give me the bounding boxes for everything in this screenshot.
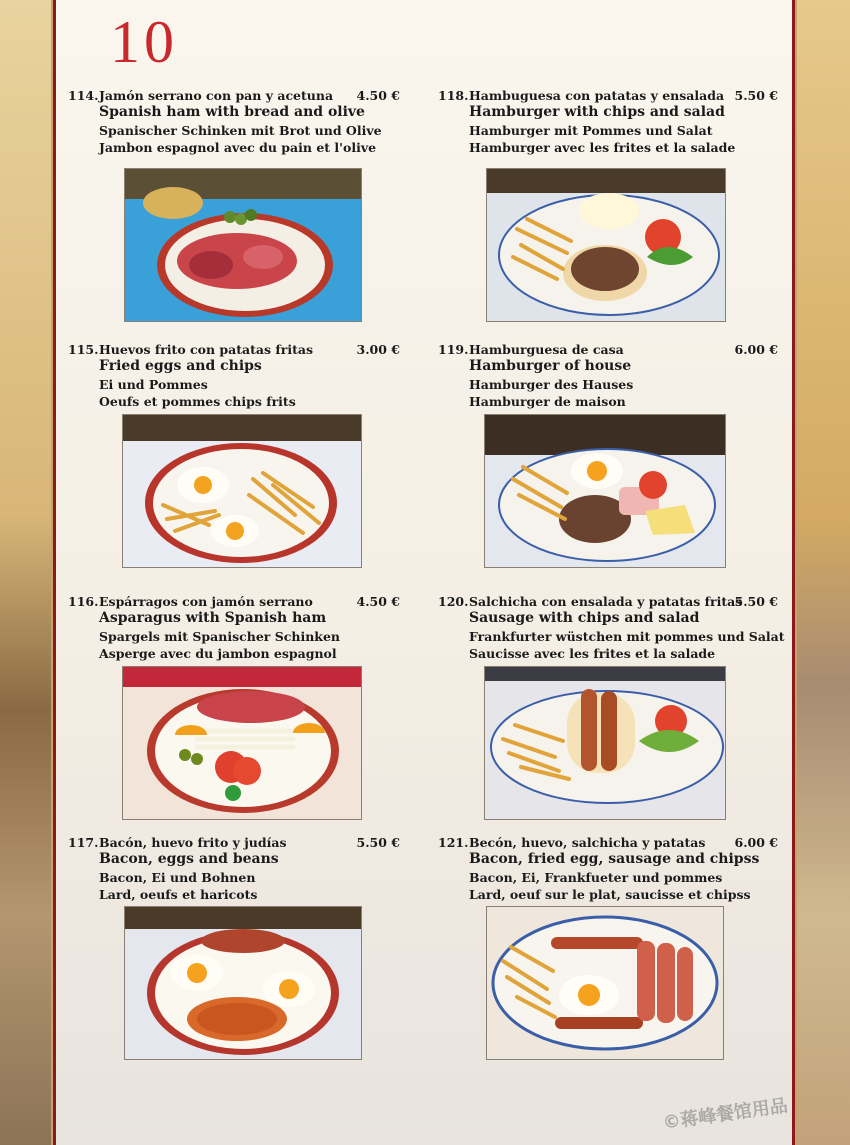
item-price: 5.50 €: [356, 835, 400, 850]
dish-photo-sausage-chips-salad: [484, 666, 726, 820]
dish-photo-bacon-eggs-beans: [124, 906, 362, 1060]
page-number: 10: [110, 9, 178, 75]
item-number: 114.: [68, 88, 99, 103]
item-name-german: Hamburger mit Pommes und Salat: [469, 123, 713, 138]
item-name-german: Spargels mit Spanischer Schinken: [99, 629, 340, 644]
right-parchment-border: [792, 0, 850, 1145]
item-name-spanish: Becón, huevo, salchicha y patatas: [469, 835, 706, 850]
item-name-german: Frankfurter wüstchen mit pommes und Salat: [469, 629, 785, 644]
item-name-french: Asperge avec du jambon espagnol: [99, 646, 337, 661]
item-price: 3.00 €: [356, 342, 400, 357]
item-name-spanish: Bacón, huevo frito y judías: [99, 835, 287, 850]
item-name-english: Hamburger of house: [469, 358, 632, 374]
item-name-german: Bacon, Ei, Frankfueter und pommes: [469, 870, 723, 885]
item-name-english: Bacon, eggs and beans: [99, 851, 279, 867]
item-name-french: Hamburger de maison: [469, 394, 626, 409]
item-name-english: Spanish ham with bread and olive: [99, 104, 365, 120]
item-name-german: Spanischer Schinken mit Brot und Olive: [99, 123, 382, 138]
item-price: 5.50 €: [734, 88, 778, 103]
left-parchment-border: [0, 0, 56, 1145]
item-name-french: Jambon espagnol avec du pain et l'olive: [99, 140, 377, 155]
item-name-spanish: Hamburguesa de casa: [469, 342, 624, 357]
dish-photo-hamburger-chips-salad: [486, 168, 726, 322]
item-name-french: Hamburger avec les frites et la salade: [469, 140, 736, 155]
dish-photo-asparagus-ham: [122, 666, 362, 820]
item-price: 5.50 €: [734, 594, 778, 609]
item-number: 119.: [438, 342, 469, 357]
item-price: 4.50 €: [356, 88, 400, 103]
item-name-spanish: Huevos frito con patatas fritas: [99, 342, 314, 357]
dish-photo-spanish-ham: [124, 168, 362, 322]
item-name-german: Hamburger des Hauses: [469, 377, 634, 392]
item-name-english: Hamburger with chips and salad: [469, 104, 725, 120]
item-price: 6.00 €: [734, 342, 778, 357]
item-number: 120.: [438, 594, 469, 609]
dish-photo-bacon-egg-sausage-chips: [486, 906, 724, 1060]
item-name-german: Bacon, Ei und Bohnen: [99, 870, 256, 885]
item-name-german: Ei und Pommes: [99, 377, 208, 392]
item-name-french: Lard, oeuf sur le plat, saucisse et chipss: [469, 887, 751, 902]
item-number: 118.: [438, 88, 469, 103]
item-name-spanish: Salchicha con ensalada y patatas fritas: [469, 594, 743, 609]
item-number: 116.: [68, 594, 99, 609]
item-name-french: Lard, oeufs et haricots: [99, 887, 258, 902]
item-number: 117.: [68, 835, 99, 850]
item-name-spanish: Jamón serrano con pan y acetuna: [99, 88, 334, 103]
item-name-english: Fried eggs and chips: [99, 358, 262, 374]
watermark: ©蒋峰餐馆用品: [661, 1095, 790, 1134]
item-name-english: Bacon, fried egg, sausage and chipss: [469, 851, 760, 867]
item-price: 6.00 €: [734, 835, 778, 850]
dish-photo-hamburger-of-house: [484, 414, 726, 568]
item-number: 121.: [438, 835, 469, 850]
item-name-english: Sausage with chips and salad: [469, 610, 700, 626]
item-name-french: Oeufs et pommes chips frits: [99, 394, 296, 409]
item-name-french: Saucisse avec les frites et la salade: [469, 646, 716, 661]
item-name-spanish: Espárragos con jamón serrano: [99, 594, 313, 609]
item-price: 4.50 €: [356, 594, 400, 609]
item-name-spanish: Hambuguesa con patatas y ensalada: [469, 88, 725, 103]
item-number: 115.: [68, 342, 99, 357]
dish-photo-fried-eggs-chips: [122, 414, 362, 568]
item-name-english: Asparagus with Spanish ham: [99, 610, 327, 626]
